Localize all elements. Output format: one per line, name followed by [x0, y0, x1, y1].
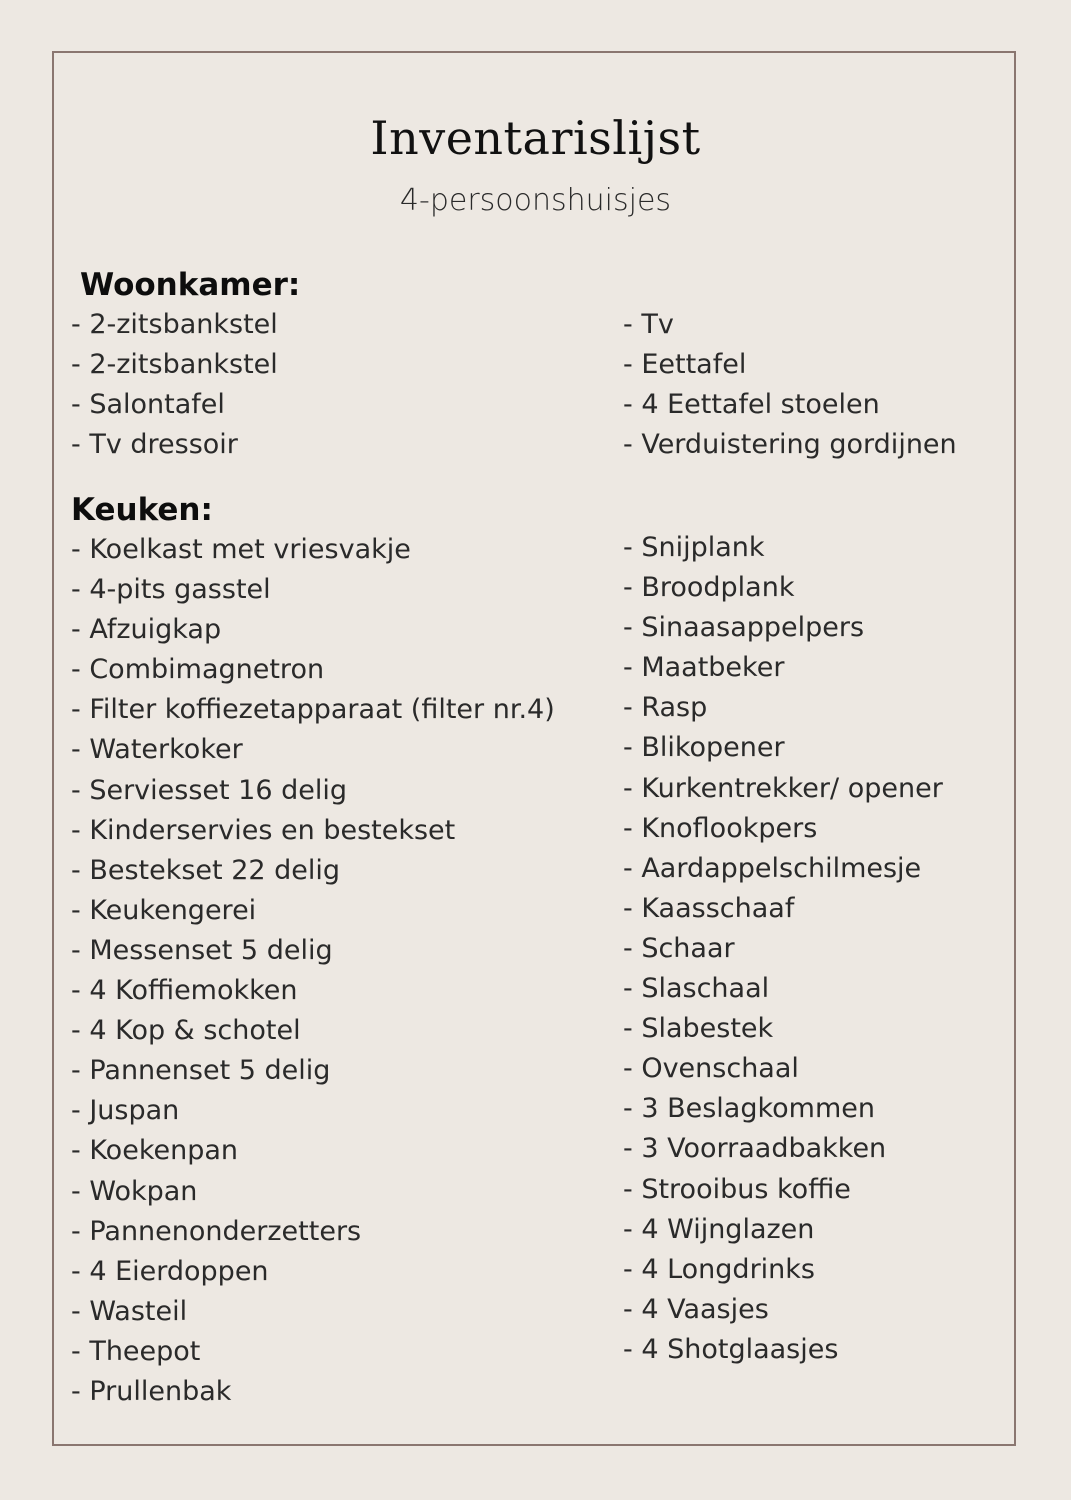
- list-item: - 4 Shotglaasjes: [623, 1333, 839, 1365]
- list-item: - Aardappelschilmesje: [623, 852, 922, 884]
- page-subtitle: 4-persoonshuisjes: [399, 183, 672, 218]
- woonkamer-list-right: [623, 305, 957, 465]
- list-item: - Strooibus koffie: [623, 1173, 851, 1205]
- list-item: - Combimagnetron: [71, 654, 325, 686]
- list-item: - Prullenbak: [71, 1375, 232, 1407]
- list-item: - Pannenset 5 delig: [71, 1055, 331, 1087]
- list-item: - 3 Voorraadbakken: [623, 1133, 887, 1165]
- list-item: - Theepot: [71, 1335, 201, 1367]
- list-item: - Maatbeker: [623, 652, 785, 684]
- list-item: - 4 Kop & schotel: [71, 1015, 301, 1047]
- list-item: - Koelkast met vriesvakje: [71, 534, 411, 565]
- list-item: - Koekenpan: [71, 1135, 239, 1167]
- section-heading-keuken: Keuken:: [71, 492, 213, 528]
- list-item: - Bestekset 22 delig: [71, 854, 341, 886]
- list-item: - Serviesset 16 delig: [71, 774, 348, 806]
- list-item: - Schaar: [623, 932, 735, 964]
- list-item: - Juspan: [71, 1095, 180, 1127]
- list-item: - 4 Eettafel stoelen: [623, 389, 880, 421]
- list-item: - Kinderservies en bestekset: [71, 814, 456, 846]
- list-item: - 2-zitsbankstel: [71, 349, 278, 381]
- list-item: - Waterkoker: [71, 734, 243, 766]
- list-item: - Wasteil: [71, 1295, 188, 1327]
- keuken-list-right: [623, 528, 943, 1370]
- list-item: - 3 Beslagkommen: [623, 1093, 875, 1125]
- list-item: - 4 Koffiemokken: [71, 975, 298, 1007]
- list-item: - Ovenschaal: [623, 1053, 799, 1085]
- list-item: - 4 Vaasjes: [623, 1293, 769, 1325]
- list-item: - Snijplank: [623, 532, 765, 563]
- keuken-list-left: [71, 530, 555, 1412]
- list-item: - 4-pits gasstel: [71, 574, 271, 606]
- list-item: - Messenset 5 delig: [71, 934, 333, 966]
- list-item: - Keukengerei: [71, 894, 257, 926]
- list-item: - Tv: [623, 309, 674, 340]
- list-item: - Slaschaal: [623, 973, 770, 1005]
- section-heading-woonkamer: Woonkamer:: [80, 267, 301, 303]
- list-item: - Tv dressoir: [71, 429, 238, 461]
- list-item: - Broodplank: [623, 572, 795, 604]
- list-item: - Slabestek: [623, 1013, 774, 1045]
- woonkamer-list-left: [71, 305, 278, 465]
- list-item: - Rasp: [623, 692, 708, 724]
- page-title: Inventarislijst: [370, 111, 701, 165]
- list-item: - Kaasschaaf: [623, 892, 795, 924]
- list-item: - Knoflookpers: [623, 812, 818, 844]
- list-item: - Eettafel: [623, 349, 747, 381]
- list-item: - 4 Wijnglazen: [623, 1213, 815, 1245]
- list-item: - Blikopener: [623, 732, 785, 764]
- list-item: - Salontafel: [71, 389, 225, 421]
- list-item: - Wokpan: [71, 1175, 198, 1207]
- list-item: - Verduistering gordijnen: [623, 429, 957, 461]
- list-item: - Sinaasappelpers: [623, 612, 865, 644]
- list-item: - 4 Longdrinks: [623, 1253, 815, 1285]
- list-item: - Filter koffiezetapparaat (filter nr.4): [71, 694, 555, 726]
- list-item: - Afzuigkap: [71, 614, 222, 646]
- list-item: - Pannenonderzetters: [71, 1215, 362, 1247]
- list-item: - 2-zitsbankstel: [71, 309, 278, 340]
- list-item: - Kurkentrekker/ opener: [623, 772, 943, 804]
- list-item: - 4 Eierdoppen: [71, 1255, 269, 1287]
